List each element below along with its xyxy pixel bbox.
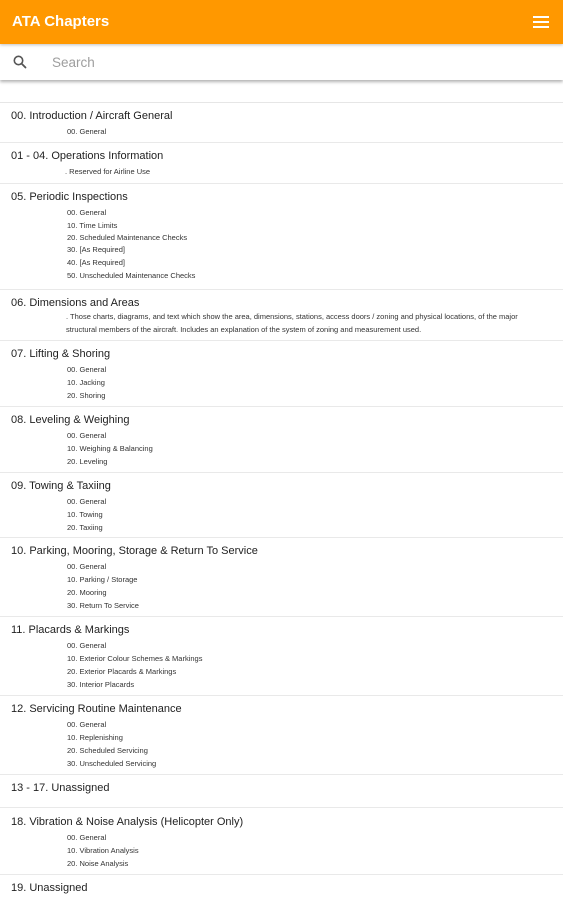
chapter-title: 08. Leveling & Weighing xyxy=(11,414,130,426)
sub-item[interactable]: 00. General xyxy=(67,833,107,842)
chapter-item[interactable] xyxy=(0,810,563,875)
sub-item[interactable]: 10. Vibration Analysis xyxy=(67,846,139,855)
sub-item[interactable]: 00. General xyxy=(67,208,107,217)
chapter-title: 09. Towing & Taxiing xyxy=(11,480,111,492)
chapter-item[interactable] xyxy=(0,539,563,617)
sub-item[interactable]: 30. [As Required] xyxy=(67,245,125,254)
sub-item[interactable]: 00. General xyxy=(67,720,107,729)
sub-item[interactable]: 20. Scheduled Maintenance Checks xyxy=(67,233,188,242)
chapter-title: 18. Vibration & Noise Analysis (Helicopter Only) xyxy=(11,816,244,828)
sub-item[interactable]: 00. General xyxy=(67,127,107,136)
chapter-title: 11. Placards & Markings xyxy=(11,624,130,636)
chapter-title: 01 - 04. Operations Information xyxy=(11,150,164,162)
chapter-title: 12. Servicing Routine Maintenance xyxy=(11,703,182,715)
sub-item[interactable]: 00. General xyxy=(67,562,107,571)
sub-item[interactable]: 00. General xyxy=(67,365,107,374)
sub-item[interactable]: 10. Exterior Colour Schemes & Markings xyxy=(67,654,203,663)
app-bar xyxy=(0,0,563,44)
sub-item[interactable]: 10. Time Limits xyxy=(67,221,118,230)
search-input[interactable] xyxy=(46,51,538,73)
chapter-title: 19. Unassigned xyxy=(11,882,88,894)
sub-item[interactable]: 10. Replenishing xyxy=(67,733,123,742)
sub-item[interactable]: 10. Weighing & Balancing xyxy=(67,444,153,453)
hamburger-menu-icon[interactable] xyxy=(530,12,552,32)
sub-item[interactable]: 30. Return To Service xyxy=(67,601,139,610)
divider xyxy=(0,102,563,103)
sub-item[interactable]: 30. Interior Placards xyxy=(67,680,135,689)
sub-item[interactable]: 00. General xyxy=(67,641,107,650)
chapter-item[interactable] xyxy=(0,144,563,184)
chapter-item[interactable] xyxy=(0,776,563,808)
sub-item[interactable]: 40. [As Required] xyxy=(67,258,125,267)
sub-item[interactable]: 50. Unscheduled Maintenance Checks xyxy=(67,271,196,280)
sub-item[interactable]: 20. Scheduled Servicing xyxy=(67,746,148,755)
chapter-title: 00. Introduction / Aircraft General xyxy=(11,110,173,122)
sub-item[interactable]: 20. Shoring xyxy=(67,391,106,400)
chapter-description: . Those charts, diagrams, and text which show the area, dimensions, stations, access doors / zoning and physical locations, of the major structural members of the aircraft. Includes an explanation of the system of zoning and measurement used. xyxy=(66,312,518,334)
sub-item[interactable]: 10. Jacking xyxy=(67,378,105,387)
chapter-title: 10. Parking, Mooring, Storage & Return To Service xyxy=(11,545,258,557)
chapter-title: 07. Lifting & Shoring xyxy=(11,348,111,360)
sub-item[interactable]: 30. Unscheduled Servicing xyxy=(67,759,157,768)
chapter-title: 05. Periodic Inspections xyxy=(11,191,128,203)
sub-item[interactable]: . Reserved for Airline Use xyxy=(65,167,151,176)
sub-item[interactable]: 00. General xyxy=(67,431,107,440)
chapter-item[interactable] xyxy=(0,697,563,775)
sub-item[interactable]: 10. Parking / Storage xyxy=(67,575,138,584)
chapter-item[interactable] xyxy=(0,342,563,407)
chapter-item[interactable] xyxy=(0,185,563,290)
chapter-list xyxy=(0,80,563,900)
chapter-item[interactable] xyxy=(0,876,563,900)
chapter-item[interactable] xyxy=(0,408,563,473)
sub-item[interactable]: 20. Exterior Placards & Markings xyxy=(67,667,177,676)
sub-item[interactable]: 00. General xyxy=(67,497,107,506)
chapter-item[interactable] xyxy=(0,618,563,696)
sub-item[interactable]: 20. Noise Analysis xyxy=(67,859,129,868)
app-title: ATA Chapters xyxy=(12,13,110,30)
chapter-item[interactable] xyxy=(0,104,563,143)
search-bar xyxy=(0,44,563,80)
chapter-title: 13 - 17. Unassigned xyxy=(11,782,110,794)
search-icon[interactable] xyxy=(12,54,28,70)
chapter-item[interactable] xyxy=(0,291,563,341)
sub-item[interactable]: 10. Towing xyxy=(67,510,103,519)
sub-item[interactable]: 20. Leveling xyxy=(67,457,108,466)
chapter-title: 06. Dimensions and Areas xyxy=(11,297,140,309)
sub-item[interactable]: 20. Taxiing xyxy=(67,523,103,532)
chapter-item[interactable] xyxy=(0,474,563,538)
sub-item[interactable]: 20. Mooring xyxy=(67,588,107,597)
